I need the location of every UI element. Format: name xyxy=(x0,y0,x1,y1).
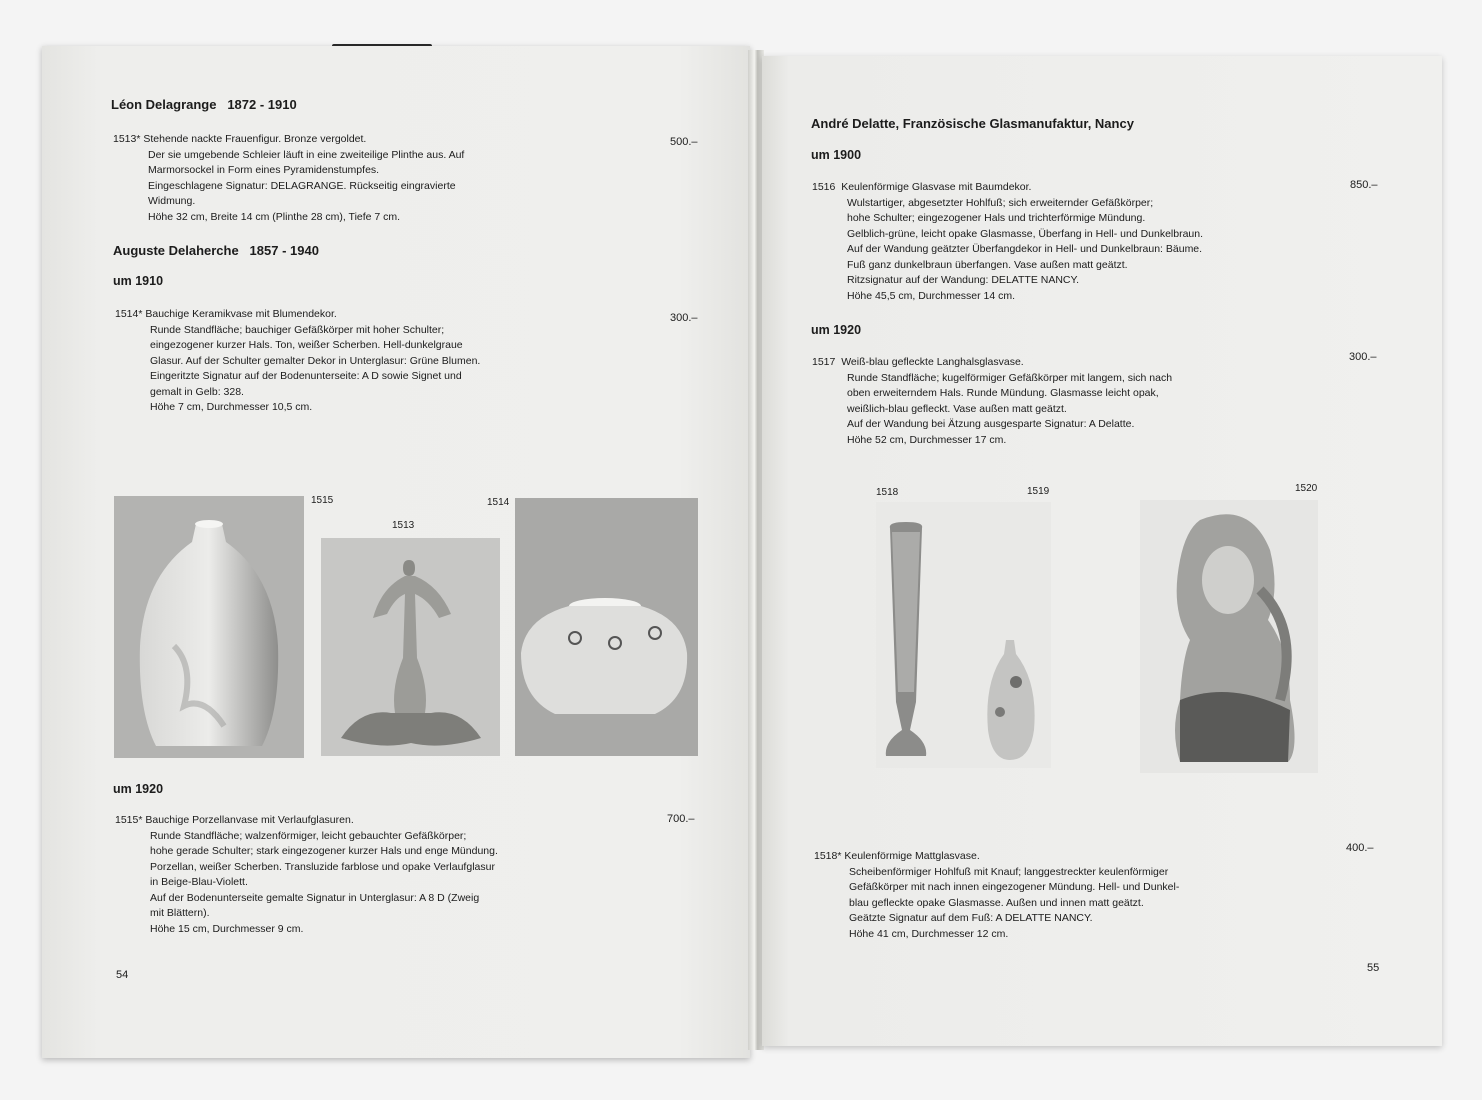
period-heading: um 1910 xyxy=(113,274,164,288)
photo-1520-bust xyxy=(1140,500,1318,773)
photo-1514-ceramic-vase xyxy=(515,498,698,756)
lot-line: Auf der Wandung geätzter Überfangdekor in Hell- und Dunkelbraun: Bäume. xyxy=(847,243,1203,255)
lot-number: 1518* xyxy=(814,850,842,862)
lot-line: Bauchige Porzellanvase mit Verlaufglasuren. xyxy=(145,814,354,826)
lot-line: Keulenförmige Mattglasvase. xyxy=(844,850,980,862)
lot-line: Widmung. xyxy=(148,195,196,207)
lot-line: Porzellan, weißer Scherben. Transluzide farblose und opake Verlaufglasur xyxy=(150,860,495,873)
period-heading: um 1920 xyxy=(811,323,862,337)
lot-line: Stehende nackte Frauenfigur. Bronze vergoldet. xyxy=(143,133,367,145)
lot-line: Wulstartiger, abgesetzter Hohlfuß; sich erweiternder Gefäßkörper; xyxy=(847,196,1154,209)
glass-vases-illustration xyxy=(876,502,1051,768)
lot-1518 xyxy=(814,849,1179,942)
lot-line: Gelblich-grüne, leicht opake Glasmasse, Überfang in Hell- und Dunkelbraun. xyxy=(847,227,1204,240)
artist-years: 1857 - 1940 xyxy=(249,243,319,258)
artist-name: Auguste Delaherche xyxy=(113,243,239,258)
lot-line: Höhe 41 cm, Durchmesser 12 cm. xyxy=(849,927,1009,940)
lot-1516 xyxy=(812,180,1203,304)
lot-1515-price: 700.– xyxy=(667,813,695,825)
photo-1515-vase xyxy=(114,496,304,758)
lot-1517 xyxy=(812,355,1172,448)
lot-number: 1515* xyxy=(115,814,143,826)
lot-1513 xyxy=(113,132,464,225)
lot-line: Gefäßkörper mit nach innen eingezogener Mündung. Hell- und Dunkel- xyxy=(849,881,1180,893)
lot-line: Keulenförmige Glasvase mit Baumdekor. xyxy=(841,181,1032,193)
lot-line: Bauchige Keramikvase mit Blumendekor. xyxy=(145,308,337,320)
lot-line: hohe gerade Schulter; stark eingezogener kurzer Hals und enge Mündung. xyxy=(150,845,498,857)
photo-1518-1519-glass-vases xyxy=(876,502,1051,768)
lot-1514 xyxy=(115,307,480,416)
lot-line: oben erweiterndem Hals. Runde Mündung. Glasmasse leicht opak, xyxy=(847,387,1159,399)
lot-line: Glasur. Auf der Schulter gemalter Dekor in Unterglasur: Grüne Blumen. xyxy=(150,354,481,367)
lot-line: in Beige-Blau-Violett. xyxy=(150,876,248,888)
lot-line: hohe Schulter; eingezogener Hals und trichterförmige Mündung. xyxy=(847,212,1146,224)
lot-line: Scheibenförmiger Hohlfuß mit Knauf; langgestreckter keulenförmiger xyxy=(849,865,1169,878)
lot-line: gemalt in Gelb: 328. xyxy=(150,385,244,398)
caption-1513: 1513 xyxy=(392,520,415,531)
lot-line: Auf der Bodenunterseite gemalte Signatur in Unterglasur: A 8 D (Zweig xyxy=(150,891,480,904)
period-heading: um 1900 xyxy=(811,148,862,162)
caption-1515: 1515 xyxy=(311,495,334,506)
lot-1515 xyxy=(115,813,498,937)
lot-line: mit Blättern). xyxy=(150,907,210,919)
caption-1514: 1514 xyxy=(487,497,510,508)
lot-line: Höhe 7 cm, Durchmesser 10,5 cm. xyxy=(150,401,313,413)
lot-number: 1513* xyxy=(113,133,141,145)
bust-illustration xyxy=(1140,500,1318,773)
lot-line: Runde Standfläche; bauchiger Gefäßkörper mit hoher Schulter; xyxy=(150,323,445,336)
caption-1518: 1518 xyxy=(876,487,899,498)
period-heading: um 1920 xyxy=(113,782,164,796)
lot-number: 1514* xyxy=(115,308,143,320)
lot-line: Runde Standfläche; walzenförmiger, leicht gebauchter Gefäßkörper; xyxy=(150,829,467,842)
artist-years: 1872 - 1910 xyxy=(227,97,297,112)
lot-1514-price: 300.– xyxy=(670,312,698,324)
lot-number: 1516 xyxy=(812,181,836,193)
lot-line: weißlich-blau gefleckt. Vase außen matt geätzt. xyxy=(847,402,1067,415)
ceramic-vase-illustration xyxy=(515,498,698,756)
lot-line: eingezogener kurzer Hals. Ton, weißer Scherben. Hell-dunkelgraue xyxy=(150,339,463,351)
lot-line: Geätzte Signatur auf dem Fuß: A DELATTE NANCY. xyxy=(849,912,1093,924)
lot-1513-price: 500.– xyxy=(670,136,698,148)
lot-1518-price: 400.– xyxy=(1346,842,1374,854)
lot-line: Weiß-blau gefleckte Langhalsglasvase. xyxy=(841,356,1024,368)
lot-line: Ritzsignatur auf der Wandung: DELATTE NANCY. xyxy=(847,274,1080,286)
lot-line: Höhe 52 cm, Durchmesser 17 cm. xyxy=(847,433,1007,446)
lot-line: Marmorsockel in Form eines Pyramidenstumpfes. xyxy=(148,164,380,176)
lot-line: Fuß ganz dunkelbraun überfangen. Vase außen matt geätzt. xyxy=(847,258,1128,271)
artist-heading-delagrange xyxy=(111,97,297,112)
lot-line: Eingeschlagene Signatur: DELAGRANGE. Rückseitig eingravierte xyxy=(148,179,456,192)
artist-heading-delaherche xyxy=(113,243,319,258)
lot-line: Höhe 15 cm, Durchmesser 9 cm. xyxy=(150,922,304,935)
lot-line: Runde Standfläche; kugelförmiger Gefäßkörper mit langem, sich nach xyxy=(847,371,1173,384)
lot-line: Höhe 45,5 cm, Durchmesser 14 cm. xyxy=(847,289,1016,302)
lot-number: 1517 xyxy=(812,356,836,368)
figure-illustration xyxy=(321,538,500,756)
caption-1519: 1519 xyxy=(1027,486,1050,497)
lot-line: Auf der Wandung bei Ätzung ausgesparte Signatur: A Delatte. xyxy=(847,418,1135,430)
lot-line: blau gefleckte opake Glasmasse. Außen und innen matt geätzt. xyxy=(849,896,1144,909)
artist-name: Léon Delagrange xyxy=(111,97,217,112)
lot-1517-price: 300.– xyxy=(1349,351,1377,363)
lot-line: Eingeritzte Signatur auf der Bodenunterseite: A D sowie Signet und xyxy=(150,370,462,382)
lot-line: Höhe 32 cm, Breite 14 cm (Plinthe 28 cm), Tiefe 7 cm. xyxy=(148,210,401,223)
lot-1516-price: 850.– xyxy=(1350,179,1378,191)
page-number-right: 55 xyxy=(1367,962,1380,974)
lot-line: Der sie umgebende Schleier läuft in eine zweiteilige Plinthe aus. Auf xyxy=(148,148,465,161)
vase-illustration xyxy=(114,496,304,758)
page-number-left: 54 xyxy=(116,969,129,981)
caption-1520: 1520 xyxy=(1295,483,1318,494)
artist-heading-delatte: André Delatte, Französische Glasmanufaktur, Nancy xyxy=(811,116,1134,131)
photo-1513-bronze-figure xyxy=(321,538,500,756)
